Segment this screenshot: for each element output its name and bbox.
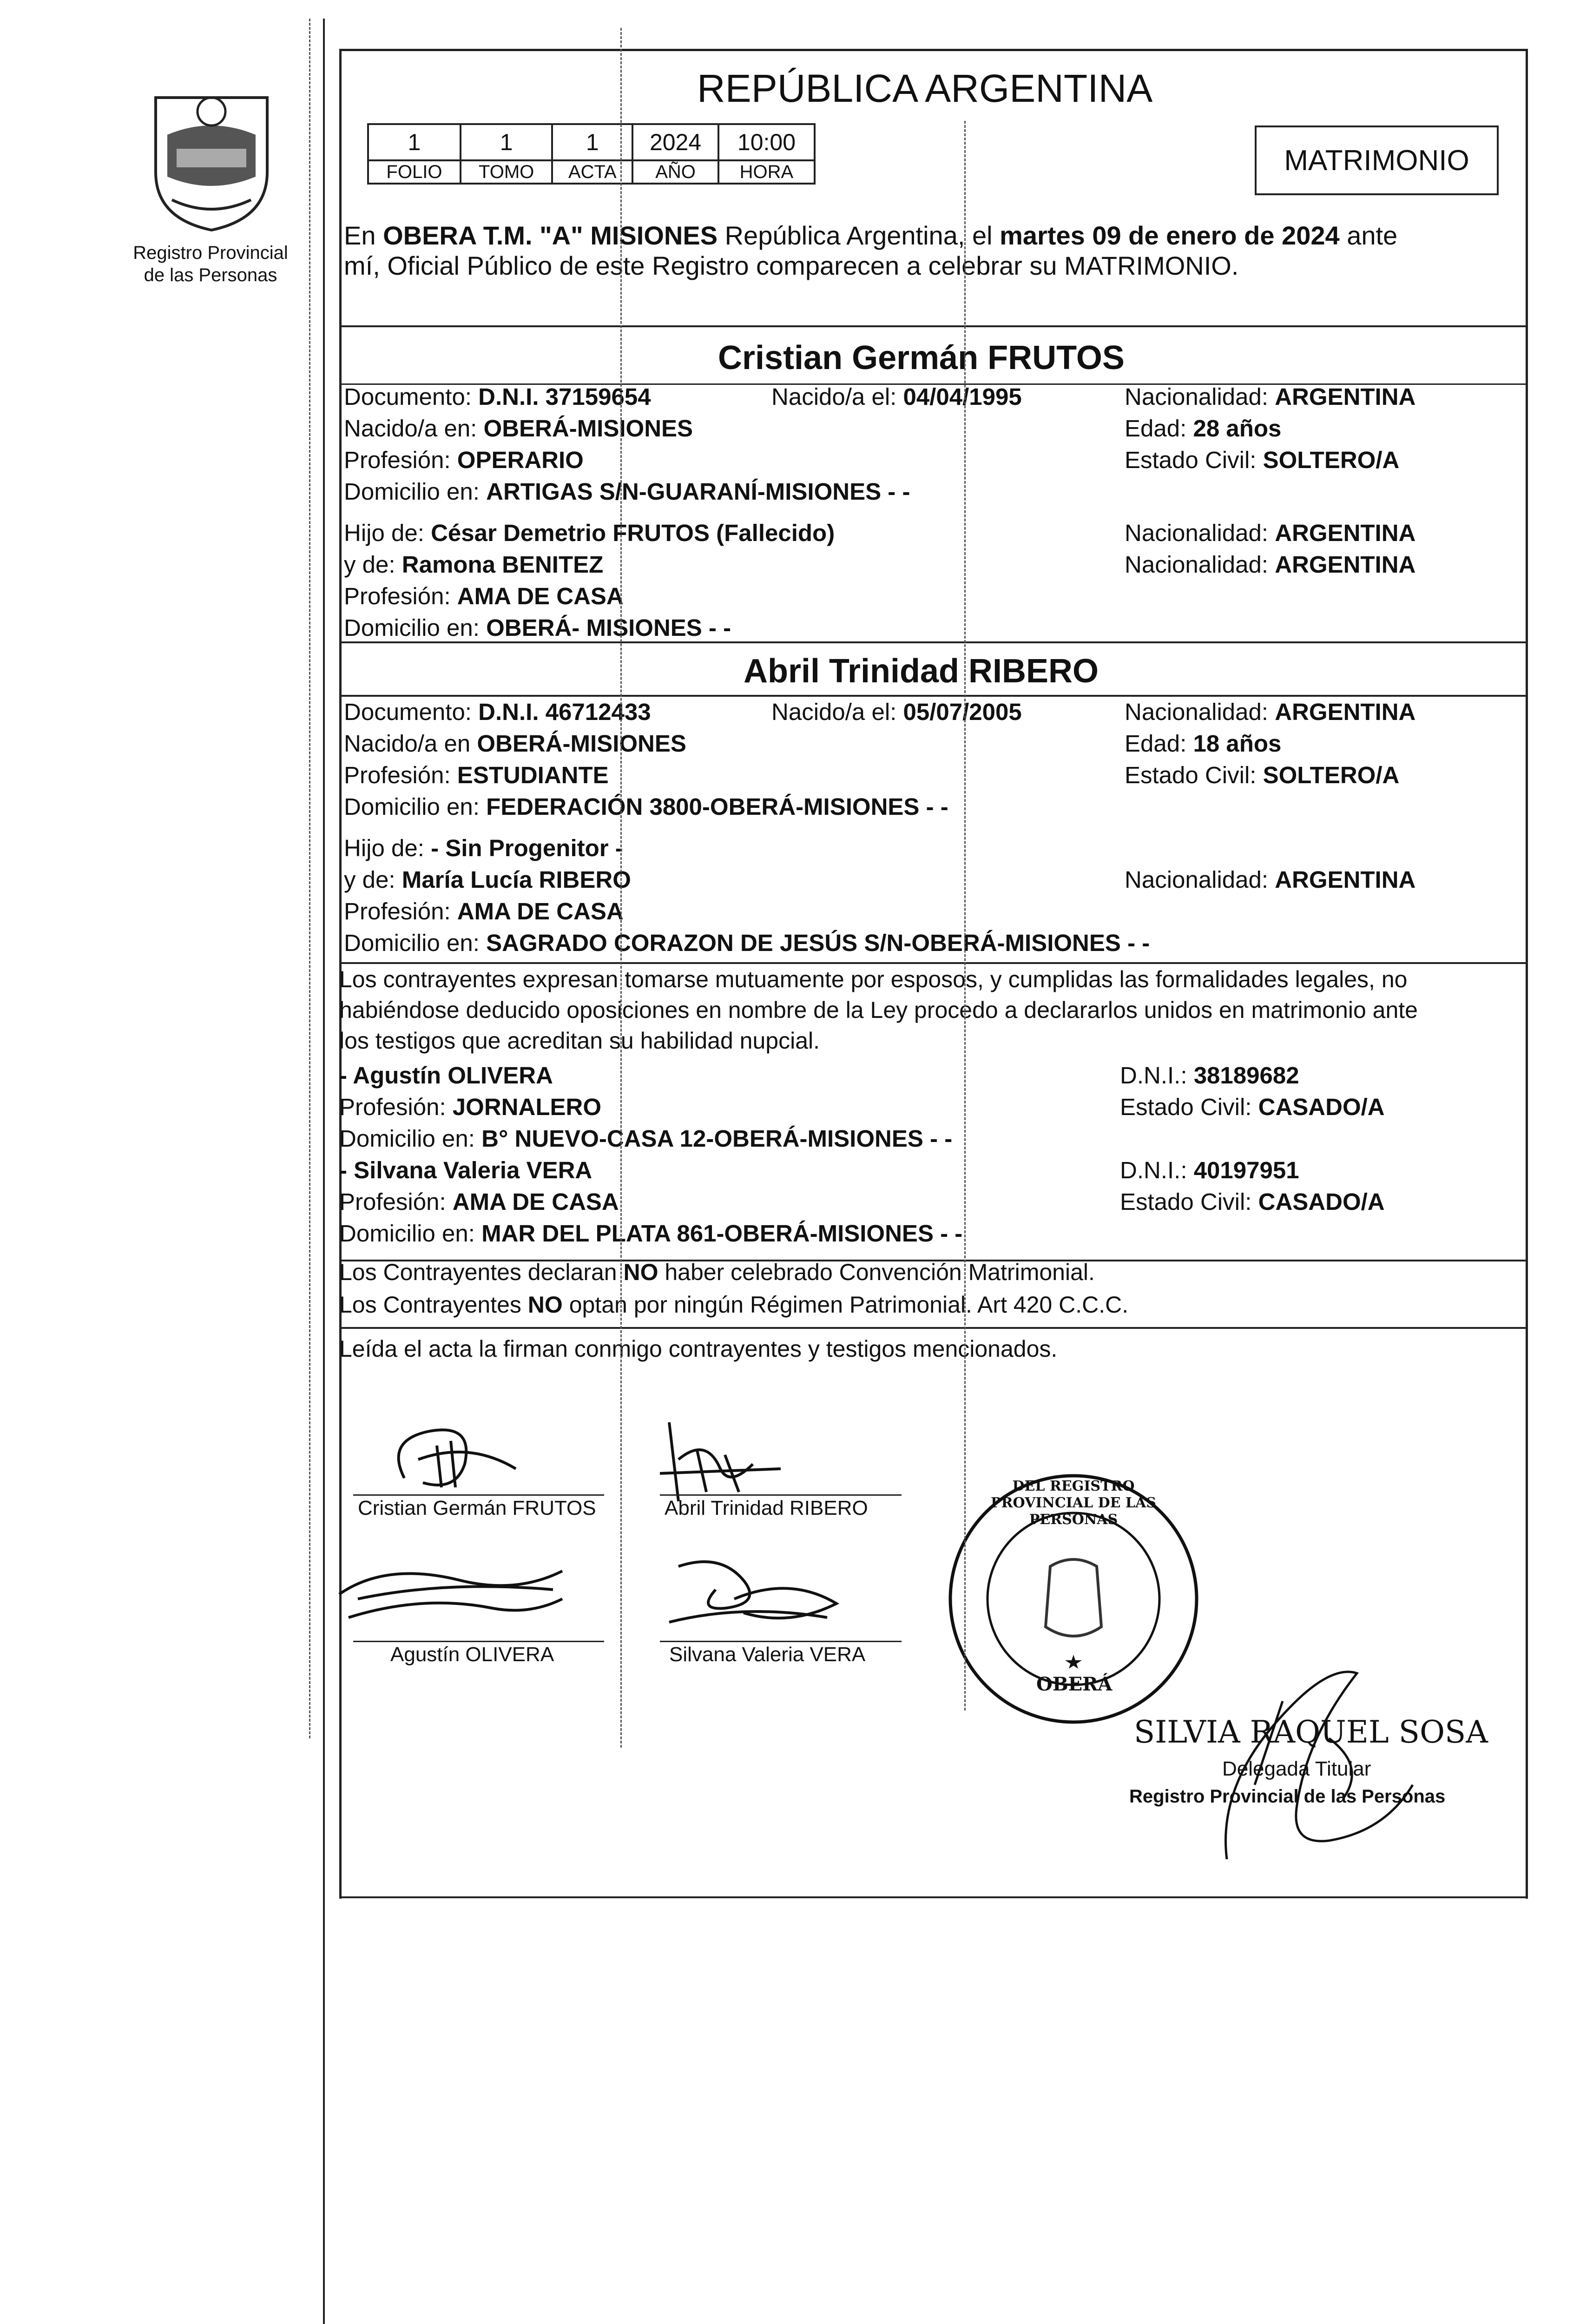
spouse1-birthdate: Nacido/a el: 04/04/1995: [771, 383, 1022, 410]
acta-label: ACTA: [552, 160, 632, 184]
signature-label-4: Silvana Valeria VERA: [669, 1643, 866, 1666]
convention-line2: Los Contrayentes NO optan por ningún Régimen Patrimonial. Art 420 C.C.C.: [339, 1292, 1129, 1318]
registry-logo: [139, 79, 283, 232]
spouse1-document: Documento: D.N.I. 37159654: [344, 383, 651, 410]
stamp-outer-text: DEL REGISTRO PROVINCIAL DE LAS PERSONAS: [991, 1478, 1156, 1528]
spouse2-mother: y de: María Lucía RIBERO: [344, 866, 631, 893]
signature-agustin-icon: [330, 1552, 572, 1636]
folio-label: FOLIO: [368, 160, 461, 184]
witness2-civil-status: Estado Civil: CASADO/A: [1120, 1188, 1385, 1215]
signature-label-3: Agustín OLIVERA: [390, 1643, 554, 1666]
spouse1-birthplace: Nacido/a en: OBERÁ-MISIONES: [344, 415, 693, 442]
spouse1-profession: Profesión: OPERARIO: [344, 447, 584, 473]
declaration-line2: habiéndose deducido oposiciones en nombre de la Ley procedo a declararlos unidos en matrimonio ante: [339, 997, 1418, 1023]
spouse1-address: Domicilio en: ARTIGAS S/N-GUARANÍ-MISIONES - -: [344, 478, 910, 505]
spouse2-name: Abril Trinidad RIBERO: [744, 653, 1099, 690]
witness2-address: Domicilio en: MAR DEL PLATA 861-OBERÁ-MISIONES - -: [339, 1220, 963, 1247]
spouse2-profession: Profesión: ESTUDIANTE: [344, 762, 609, 788]
official-stamp: [943, 1469, 1204, 1729]
declaration-line1: Los contrayentes expresan tomarse mutuamente por esposos, y cumplidas las formalidades legales, no: [339, 966, 1408, 992]
signature-abril-icon: [651, 1408, 790, 1506]
witness2-profession: Profesión: AMA DE CASA: [339, 1188, 619, 1215]
acta-value: 1: [552, 124, 632, 160]
official-name: SILVIA RAQUEL SOSA: [1134, 1714, 1488, 1750]
signature-silvana-icon: [651, 1548, 855, 1636]
spouse1-mother: y de: Ramona BENITEZ: [344, 551, 604, 578]
anio-value: 2024: [632, 124, 718, 160]
record-type-box: [1255, 125, 1499, 195]
spouse1-mother-address: Domicilio en: OBERÁ- MISIONES - -: [344, 614, 731, 641]
intro-place: OBERA T.M. "A": [383, 221, 583, 250]
official-office: Registro Provincial de las Personas: [1129, 1786, 1446, 1807]
witness1-profession: Profesión: JORNALERO: [339, 1094, 601, 1120]
declaration-line3: los testigos que acreditan su habilidad nupcial.: [339, 1028, 820, 1054]
witness2-dni: D.N.I.: 40197951: [1120, 1157, 1299, 1183]
tomo-value: 1: [461, 124, 553, 160]
intro-date: martes 09 de enero de 2024: [1000, 221, 1340, 250]
tomo-label: TOMO: [461, 160, 553, 184]
spouse2-age: Edad: 18 años: [1125, 730, 1282, 757]
spouse2-address: Domicilio en: FEDERACIÓN 3800-OBERÁ-MISIONES - -: [344, 793, 948, 820]
record-type: MATRIMONIO: [1284, 144, 1469, 177]
spouse1-age: Edad: 28 años: [1125, 415, 1282, 442]
spouse1-name: Cristian Germán FRUTOS: [718, 339, 1125, 376]
witness1-dni: D.N.I.: 38189682: [1120, 1062, 1299, 1089]
record-table: [367, 123, 816, 185]
anio-label: AÑO: [632, 160, 718, 184]
signature-cristian-icon: [376, 1413, 544, 1506]
spouse2-civil-status: Estado Civil: SOLTERO/A: [1125, 762, 1400, 788]
folio-value: 1: [368, 124, 461, 160]
stamp-city: OBERÁ: [1036, 1673, 1113, 1695]
spouse2-father: Hijo de: - Sin Progenitor -: [344, 835, 623, 861]
witness1-name: - Agustín OLIVERA: [339, 1062, 553, 1089]
intro-line1: En OBERA T.M. "A" MISIONES República Argentina, el martes 09 de enero de 2024 ante: [344, 221, 1398, 250]
spouse1-father-nationality: Nacionalidad: ARGENTINA: [1125, 520, 1416, 546]
signature-label-2: Abril Trinidad RIBERO: [665, 1497, 868, 1519]
hora-label: HORA: [718, 160, 815, 184]
witness1-address: Domicilio en: B° NUEVO-CASA 12-OBERÁ-MISIONES - -: [339, 1125, 953, 1152]
spouse2-birthdate: Nacido/a el: 05/07/2005: [771, 699, 1022, 725]
spouse2-mother-nationality: Nacionalidad: ARGENTINA: [1125, 866, 1416, 893]
closing-statement: Leída el acta la firman conmigo contrayentes y testigos mencionados.: [339, 1336, 1058, 1362]
spouse2-mother-address: Domicilio en: SAGRADO CORAZON DE JESÚS S/N-OBERÁ-MISIONES - -: [344, 930, 1150, 956]
registry-caption-line2: de las Personas: [144, 265, 277, 285]
registry-seal-icon: [139, 79, 283, 232]
spouse1-mother-profession: Profesión: AMA DE CASA: [344, 583, 624, 609]
intro-line2: mí, Oficial Público de este Registro comparecen a celebrar su MATRIMONIO.: [344, 251, 1239, 280]
spouse2-birthplace: Nacido/a en OBERÁ-MISIONES: [344, 730, 686, 757]
spouse2-nationality: Nacionalidad: ARGENTINA: [1125, 699, 1416, 725]
official-role: Delegada Titular: [1222, 1757, 1371, 1780]
convention-line1: Los Contrayentes declaran NO haber celebrado Convención Matrimonial.: [339, 1259, 1095, 1285]
spouse2-document: Documento: D.N.I. 46712433: [344, 699, 651, 725]
spouse1-nationality: Nacionalidad: ARGENTINA: [1125, 383, 1416, 410]
spouse1-mother-nationality: Nacionalidad: ARGENTINA: [1125, 551, 1416, 578]
country-title: REPÚBLICA ARGENTINA: [697, 66, 1153, 110]
spouse1-civil-status: Estado Civil: SOLTERO/A: [1125, 447, 1400, 473]
spouse1-father: Hijo de: César Demetrio FRUTOS (Fallecido): [344, 520, 835, 546]
spouse2-mother-profession: Profesión: AMA DE CASA: [344, 898, 624, 924]
registry-caption-line1: Registro Provincial: [133, 243, 288, 263]
witness2-name: - Silvana Valeria VERA: [339, 1157, 592, 1183]
witness1-civil-status: Estado Civil: CASADO/A: [1120, 1094, 1385, 1120]
intro-province: MISIONES: [590, 221, 718, 250]
hora-value: 10:00: [718, 124, 815, 160]
signature-label-1: Cristian Germán FRUTOS: [358, 1497, 596, 1519]
